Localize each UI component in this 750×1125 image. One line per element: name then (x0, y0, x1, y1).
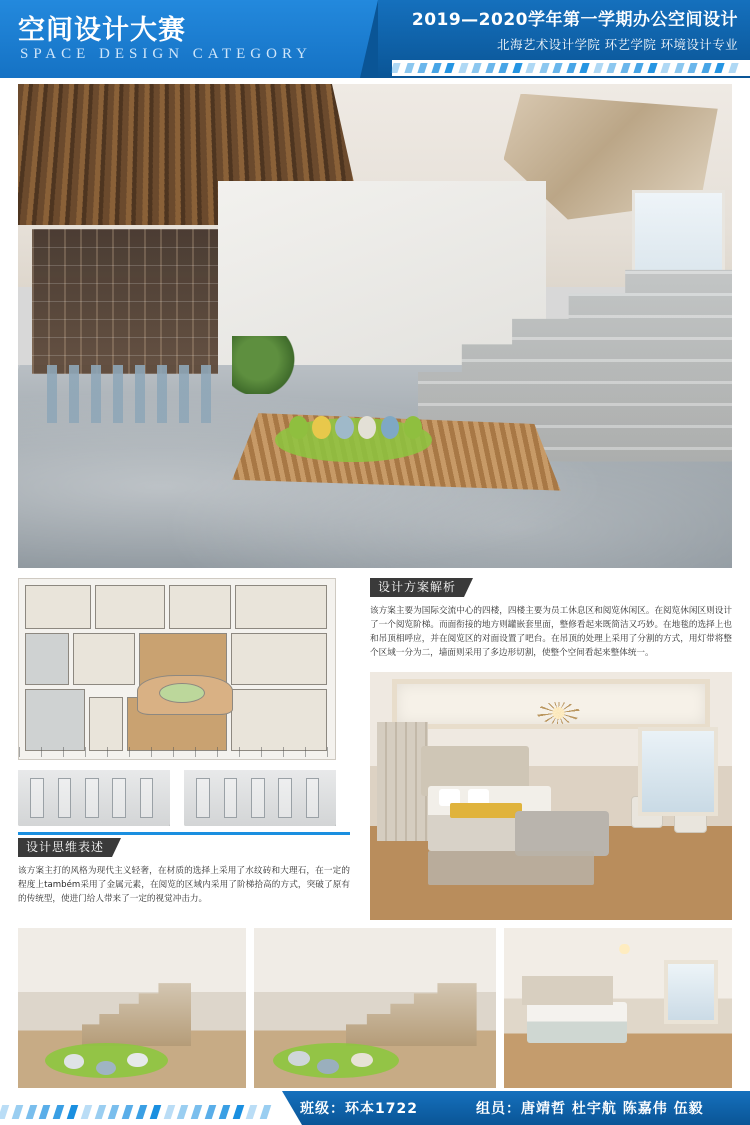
bed (527, 1002, 627, 1044)
bedroom-rug (428, 851, 595, 886)
window (664, 960, 719, 1024)
plan-analysis-text: 该方案主要为国际交流中心的四楼，四楼主要为员工休息区和阅览休闲区。在阅览休闲区则设计了一个阅览阶梯。而面衔接的地方则罐嵌套里面，整修看起来既简洁又巧妙。在地毯的选择上也和吊顶相呼应，并在阅览区的对面设置了吧台。在吊顶的处理上采用了分割的方式，用灯带将整个区域一分为二，墙面则采用了多边形切割，使整个空间看起来整体统一。 (370, 606, 732, 658)
footer-stripe-decoration (0, 1105, 278, 1119)
school-info: 北海艺术设计学院 环艺学院 环境设计专业 (497, 37, 738, 52)
chandelier-icon (537, 702, 580, 724)
plan-room (231, 689, 327, 751)
floor-plan-drawing (18, 578, 336, 760)
seating-pod (127, 1053, 148, 1067)
lobby-main-render (18, 84, 732, 568)
pendant-light-icon (613, 944, 636, 954)
elevation-panel (224, 778, 238, 818)
elevation-panel (278, 778, 292, 818)
reading-stair-render (18, 928, 246, 1088)
bar-shelving (32, 229, 218, 374)
plan-planting (159, 683, 205, 703)
plan-room (231, 633, 327, 685)
bedroom-detail-render (504, 928, 732, 1088)
plan-analysis-label: 设计方案解析 (370, 578, 464, 597)
elevation-panel (85, 778, 99, 818)
elevation-panel (58, 778, 72, 818)
plan-dimension-line (19, 747, 335, 757)
elevation-left-surface (18, 770, 170, 826)
design-thinking-label: 设计思维表述 (18, 838, 112, 857)
reading-lounge-render (254, 928, 496, 1088)
elevation-drawing-right (184, 770, 336, 826)
plan-room (73, 633, 135, 685)
seating-pod (64, 1054, 85, 1068)
plan-room (25, 633, 69, 685)
elevation-panel (112, 778, 126, 818)
plan-room (169, 585, 231, 629)
contest-title: 空间设计大赛 (18, 15, 186, 46)
seating-pods (289, 408, 432, 447)
plan-room (25, 585, 91, 629)
bed-throw (450, 803, 522, 818)
seating-pod (317, 1059, 339, 1073)
elevation-panel (306, 778, 320, 818)
bedroom-render (370, 672, 732, 920)
class-label: 班级：环本1722 (300, 1101, 418, 1117)
plan-room (89, 697, 123, 751)
seating-pod (96, 1061, 117, 1075)
plan-room (95, 585, 165, 629)
bed-headboard (522, 976, 613, 1005)
members-label: 组员：唐靖哲 杜宇航 陈嘉伟 伍毅 (476, 1101, 704, 1117)
plan-room (235, 585, 327, 629)
course-title: 2019—2020学年第一学期办公空间设计 (411, 10, 738, 30)
seating-pod (351, 1053, 373, 1067)
poster-footer (0, 1091, 750, 1125)
design-thinking-text: 该方案主打的风格为现代主义轻奢，在材质的选择上采用了水纹砖和大理石，在一定的程度上também采用了金属元素，在阅览的区域内采用了阶梯拾高的方式，突破了原有的传统型，使进门给人带来了一定的视觉冲击力。 (18, 866, 350, 904)
planter (232, 336, 296, 394)
elevation-panel (140, 778, 154, 818)
elevation-panel (30, 778, 44, 818)
plan-room (25, 689, 85, 751)
poster-header (0, 0, 750, 78)
elevation-panel (251, 778, 265, 818)
elevation-panel (196, 778, 210, 818)
elevation-drawing-left (18, 770, 170, 826)
bench-sofa (515, 811, 609, 856)
thinking-divider (18, 832, 350, 835)
elevation-right-surface (184, 770, 336, 826)
header-stripe-decoration (392, 60, 750, 76)
contest-subtitle: SPACE DESIGN CATEGORY (20, 46, 312, 62)
window (638, 727, 718, 816)
header-left-block (0, 0, 390, 78)
seating-pod (288, 1051, 310, 1065)
bar-stools (47, 365, 218, 423)
